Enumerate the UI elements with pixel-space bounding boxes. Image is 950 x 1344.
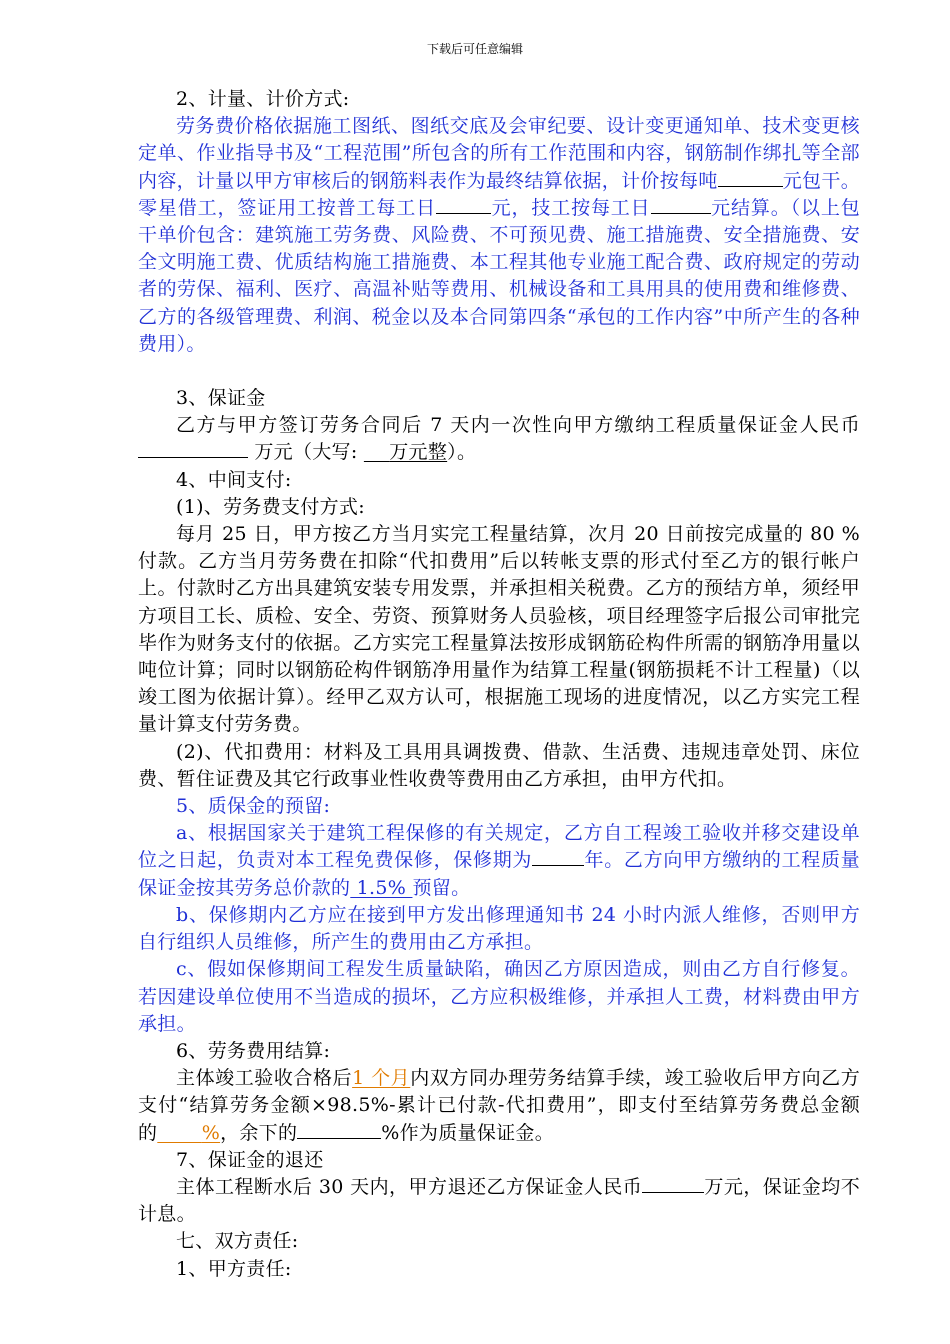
section-6-title: 6、劳务费用结算: — [176, 1039, 331, 1062]
chapter-7-title: 七、双方责任: — [176, 1230, 299, 1253]
s6-text-4: %作为质量保证金。 — [381, 1121, 555, 1144]
section-6-paragraph — [138, 1065, 860, 1147]
s2-text-4: 元结算。（以上包干单价包含：建筑施工劳务费、风险费、不可预见费、施工措施费、安全措施费、安全文明施工费、优质结构施工措施费、本工程其他专业施工配合费、政府规定的劳动者的劳保、福利、医疗、高温补贴等费用、机械设备和工具用具的使用费和维修费、乙方的各级管理费、利润、税金以及本合同第四条“承包的工作内容”中所产生的各种费用）。 — [138, 196, 860, 355]
s7-text-1: 主体工程断水后 30 天内，甲方退还乙方保证金人民币 — [176, 1175, 643, 1198]
s6-text-2: 内双方同办理劳务结算手续，竣工验收后甲方向乙方支付“结算劳务金额×98.5%-累计已付款-代扣费用”，即支付至结算劳务费总金额的 — [138, 1067, 861, 1144]
refund-amount-blank — [642, 1174, 704, 1193]
s6-text-1: 主体竣工验收合格后 — [176, 1067, 353, 1090]
section-7-paragraph — [138, 1174, 860, 1228]
payment-percent: 80 — [810, 523, 835, 546]
s6-text-3: ，余下的 — [220, 1121, 298, 1144]
s4-text-1: 每月 25 日，甲方按乙方当月实完工程量结算，次月 20 日前按完成量的 — [176, 523, 811, 546]
warranty-years-blank — [532, 847, 584, 866]
section-5-title: 5、质保金的预留: — [176, 795, 331, 818]
settlement-percent-field — [157, 1122, 220, 1144]
party-a-responsibility-title: 1、甲方责任: — [176, 1257, 292, 1280]
technician-rate-blank — [651, 195, 711, 214]
s3-text-1: 乙方与甲方签订劳务合同后 7 天内一次性向甲方缴纳工程质量保证金人民币 — [176, 414, 860, 437]
s2-text-2: 元包干。零星借工，签证用工按普工每工日 — [138, 169, 860, 219]
remaining-percent-blank — [297, 1120, 381, 1139]
section-2-title: 2、计量、计价方式: — [176, 88, 350, 110]
section-4-title: 4、中间支付: — [176, 468, 292, 491]
section-4-sub-1: (1)、劳务费支付方式: — [176, 495, 365, 518]
section-2-paragraph — [138, 113, 860, 358]
document-body — [138, 86, 860, 1283]
settlement-period: 1 个月 — [352, 1067, 411, 1090]
s4-text-2: %付款。乙方当月劳务费在扣除“代扣费用”后以转帐支票的形式付至乙方的银行帐户上。付款时乙方出具建筑安装专用发票，并承担相关税费。乙方的预结方单，须经甲方项目工长、质检、安全、劳资、预算财务人员验核，项目经理签字后报公司审批完毕作为财务支付的依据。乙方实完工程量算法按形成钢筋砼构件所需的钢筋净用量以吨位计算；同时以钢筋砼构件钢筋净用量作为结算工程量(钢筋损耗不计工程量)（以竣工图为依据计算）。经甲乙双方认可，根据施工现场的进度情况，以乙方实完工程量计算支付劳务费。 — [138, 523, 860, 736]
retention-percent: 1.5% — [350, 876, 413, 899]
price-per-ton-blank — [718, 168, 783, 187]
section-3-paragraph — [138, 412, 860, 466]
section-5-item-c: c、假如保修期间工程发生质量缺陷，确因乙方原因造成，则由乙方自行修复。若因建设单位使用不当造成的损坏，乙方应积极维修，并承担人工费，材料费由甲方承担。 — [138, 958, 860, 1035]
section-5-item-b: b、保修期内乙方应在接到甲方发出修理通知书 24 小时内派人维修，否则甲方自行组织人员维修，所产生的费用由乙方承担。 — [138, 903, 860, 954]
s3-text-2: 万元（大写: — [248, 441, 364, 464]
section-7-title: 7、保证金的退还 — [176, 1148, 324, 1171]
section-3-title: 3、保证金 — [176, 387, 266, 410]
s2-text-1: 劳务费价格依据施工图纸、图纸交底及会审纪要、设计变更通知单、技术变更核定单、作业指导书及“工程范围”所包含的所有工作范围和内容，钢筋制作绑扎等全部内容，计量以甲方审核后的钢筋料表作为最终结算依据，计价按每吨 — [138, 115, 860, 192]
s5-a-text-3: 预留。 — [412, 876, 471, 899]
s5-a-text-2: 年。乙方向甲方缴纳的工程质量保证金按其劳务总价款的 — [138, 849, 860, 899]
s3-text-4: ）。 — [447, 441, 477, 464]
s5-a-text-1: a、根据国家关于建筑工程保修的有关规定，乙方自工程竣工验收并移交建设单位之日起，负责对本工程免费保修，保修期为 — [138, 822, 860, 872]
section-4-paragraph-1 — [138, 521, 860, 739]
s2-text-3: 元，技工按每工日 — [491, 196, 651, 219]
page-header: 下载后可任意编辑 — [426, 42, 523, 56]
laborer-rate-blank — [436, 195, 491, 214]
deposit-amount-blank — [138, 439, 248, 458]
deposit-words-field — [364, 441, 447, 463]
deposit-words-unit: 万元整 — [389, 441, 448, 464]
s7-text-2: 万元，保证金均不计息。 — [138, 1175, 861, 1226]
section-5-item-a — [138, 820, 860, 902]
section-4-sub-2: (2)、代扣费用：材料及工具用具调拨费、借款、生活费、违规违章处罚、床位费、暂住证费及其它行政事业性收费等费用由乙方承担，由甲方代扣。 — [138, 740, 860, 790]
settlement-percent-mark: % — [201, 1121, 221, 1144]
